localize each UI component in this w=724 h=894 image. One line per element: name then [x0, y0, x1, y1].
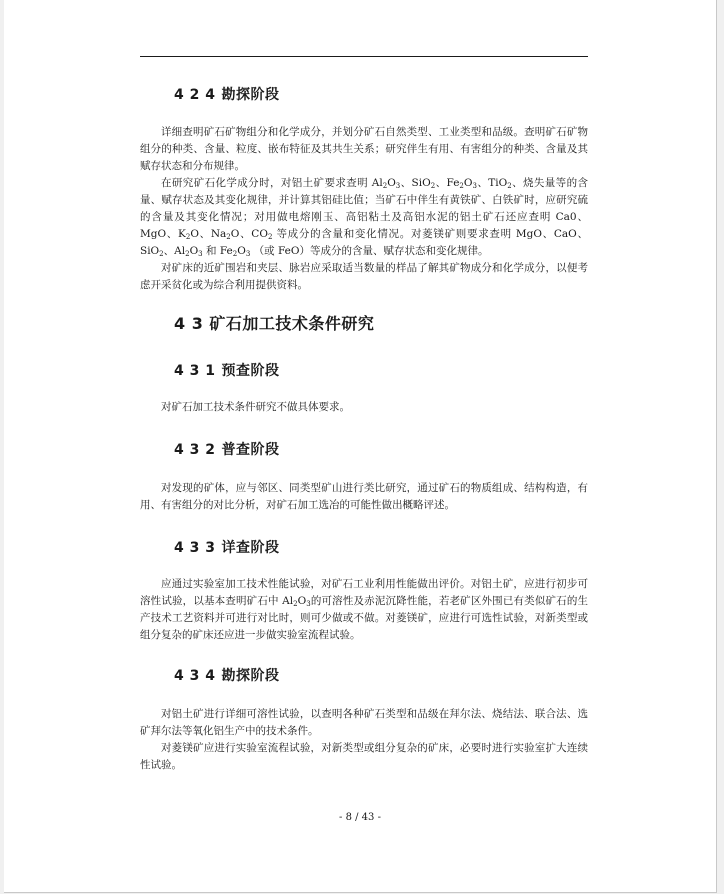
- heading-number: 4 3 2: [174, 442, 216, 458]
- paragraph-chemistry: 在研究矿石化学成分时，对铝土矿要求查明 $Al_2O_3$、SiO$_2$、$Fe_2O_3$、TiO$_2$、烧失量等的含量、赋存状态及其变化规律，并计算其铝硅比值；当矿石中伴生有黄铁矿、白铁矿时，应研究硫的含量及其变化情况；对用做电熔刚玉、高铝粘土及高铝水泥的铝土矿石还应查明 Ca0、MgO、$K_2O$、$Na_2O$、$CO_2$ 等成分的含量和变化情况。对菱镁矿则要求查明 MgO、CaO、SiO$_2$、$Al_2O_3$ 和 $Fe_2O_3$ （或 FeO）等成分的含量、赋存状态和变化规律。: [140, 177, 588, 258]
- heading-number: 4 3 1: [174, 363, 216, 379]
- heading-number: 4 3 4: [174, 668, 216, 684]
- document-page: [4, 0, 717, 893]
- heading-4-3: [174, 311, 374, 334]
- heading-number: 4 3 3: [174, 540, 216, 556]
- heading-4-3-2: [174, 439, 279, 459]
- section-4-3-2-body: [140, 480, 588, 514]
- heading-4-3-4: [174, 665, 279, 685]
- page-number: - 8 / 43 -: [339, 812, 381, 823]
- heading-4-3-1: [174, 360, 279, 380]
- heading-title: 勘探阶段: [221, 87, 280, 103]
- section-4-3-4-body: [140, 706, 588, 774]
- paragraph: 对矿床的近矿围岩和夹层、脉岩应采取适当数量的样品了解其矿物成分和化学成分，以便考虑开采贫化或为综合利用提供资料。: [140, 262, 588, 291]
- heading-title: 勘探阶段: [221, 668, 280, 684]
- paragraph: 对菱镁矿应进行实验室流程试验，对新类型或组分复杂的矿床，必要时进行实验室扩大连续性试验。: [140, 742, 588, 771]
- section-4-3-1-body: [140, 399, 588, 416]
- heading-title: 详查阶段: [221, 540, 280, 556]
- heading-4-2-4: [174, 84, 279, 104]
- paragraph: 对铝土矿进行详细可溶性试验，以查明各种矿石类型和品级在拜尔法、烧结法、联合法、选矿拜尔法等氧化铝生产中的技术条件。: [140, 708, 588, 737]
- paragraph: 详细查明矿石矿物组分和化学成分，并划分矿石自然类型、工业类型和品级。查明矿石矿物组分的种类、含量、粒度、嵌布特征及其共生关系；研究伴生有用、有害组分的种类、含量及其赋存状态和分布规律。: [140, 126, 588, 172]
- heading-title: 普查阶段: [221, 442, 280, 458]
- heading-number: 4 3: [174, 314, 204, 333]
- paragraph: 对发现的矿体，应与邻区、同类型矿山进行类比研究，通过矿石的物质组成、结构构造，有用、有害组分的对比分析，对矿石加工选冶的可能性做出概略评述。: [140, 482, 588, 511]
- heading-title: 矿石加工技术条件研究: [209, 314, 375, 333]
- paragraph: 对矿石加工技术条件研究不做具体要求。: [161, 401, 350, 413]
- section-4-2-4-body: [140, 124, 588, 294]
- heading-number: 4 2 4: [174, 87, 216, 103]
- heading-title: 预查阶段: [221, 363, 280, 379]
- paragraph: 应通过实验室加工技术性能试验，对矿石工业利用性能做出评价。对铝土矿，应进行初步可溶性试验，以基本查明矿石中 $Al_2O_3$的可溶性及赤泥沉降性能，若老矿区外围已有类似矿石的生产技术工艺资料并可进行对比时，则可少做或不做。对菱镁矿，应进行可选性试验，对新类型或组分复杂的矿床还应进一步做实验室流程试验。: [140, 578, 589, 641]
- header-rule: [140, 56, 588, 57]
- heading-4-3-3: [174, 537, 279, 557]
- section-4-3-3-body: [140, 576, 588, 644]
